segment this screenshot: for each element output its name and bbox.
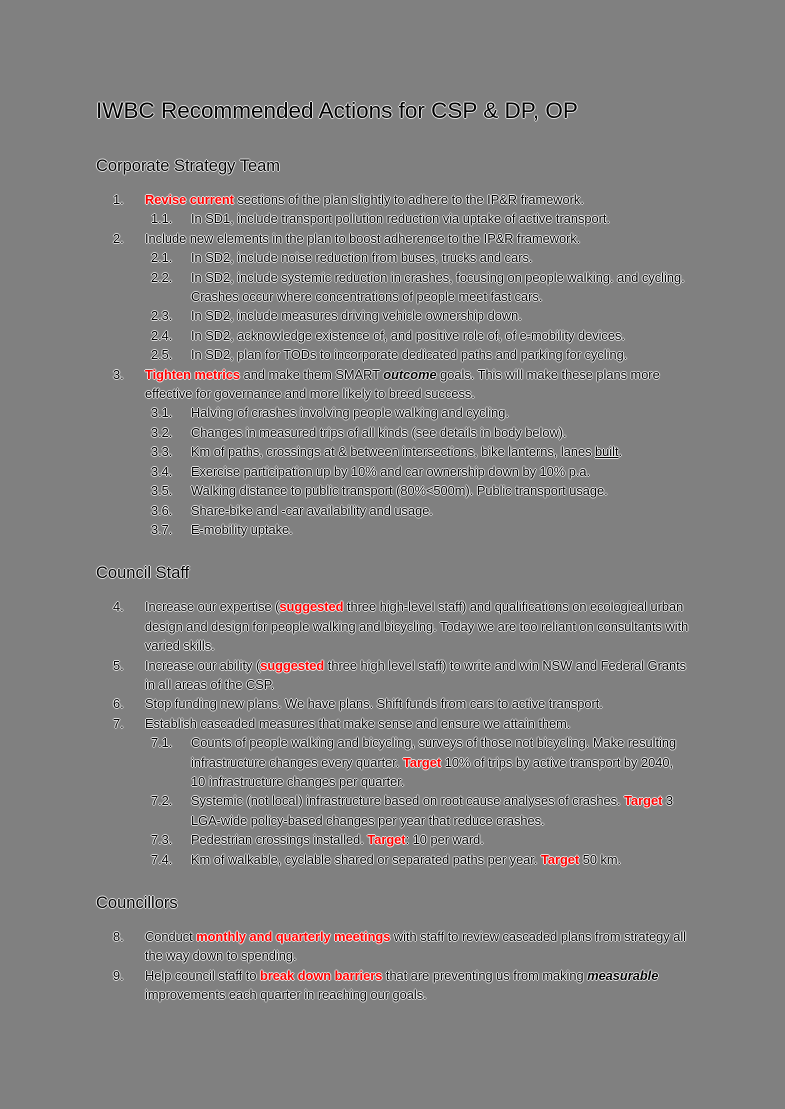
list-item <box>96 791 689 830</box>
list-item-text <box>191 793 673 827</box>
emphasized-text: outcome <box>383 366 437 382</box>
emphasized-text: Target <box>402 754 442 770</box>
list-item-number: 3.2. <box>151 424 173 440</box>
list-item <box>96 365 689 404</box>
list-item <box>96 966 689 1005</box>
list-item-text <box>191 522 293 537</box>
section <box>96 563 689 869</box>
emphasized-text: break down barriers <box>260 967 383 983</box>
list-item <box>96 209 689 228</box>
list-item-text <box>191 852 621 867</box>
list-item-text <box>191 250 532 265</box>
plain-text: Pedestrian crossings installed. <box>191 832 368 848</box>
list-item-number: 2.3. <box>151 308 173 324</box>
plain-text: In SD1, include transport pollution reduction via uptake of active transport. <box>191 211 610 227</box>
plain-text: and make them SMART <box>240 366 384 382</box>
list-item-text <box>145 367 660 401</box>
plain-text: Stop funding new plans. We have plans. Shift funds from cars to active transport. <box>145 696 603 712</box>
list-item-number: 3.1. <box>151 405 173 421</box>
list-item-text <box>191 270 685 304</box>
plain-text: goals. This will make these plans more effective for governance and more likely to breed success. <box>145 366 660 402</box>
section-heading: Corporate Strategy Team <box>96 157 281 175</box>
plain-text: Walking distance to public transport (80%<500m). Public transport usage. <box>191 483 608 499</box>
list-item-number: 4. <box>113 599 124 615</box>
plain-text: In SD2, plan for TODs to incorporate dedicated paths and parking for cycling. <box>191 347 628 363</box>
list-item <box>96 403 689 422</box>
list-item-number: 2.4. <box>151 327 173 343</box>
numbered-list <box>96 190 689 539</box>
plain-text: with staff to review cascaded plans from strategy all the way down to spending. <box>145 929 687 964</box>
list-item-text <box>191 735 676 789</box>
list-item-number: 7. <box>113 715 124 731</box>
plain-text: 10% of trips by active transport by 2040, 10 infrastructure changes per quarter. <box>191 754 674 789</box>
list-item-number: 2.1. <box>151 250 173 266</box>
list-item-number: 3.5. <box>151 483 173 499</box>
list-item-text <box>191 483 608 498</box>
list-item-text <box>191 464 590 479</box>
section-heading: Council Staff <box>96 564 190 583</box>
list-item-text <box>191 503 433 518</box>
list-item-number: 7.1. <box>151 735 173 751</box>
emphasized-text: measurable <box>587 967 659 983</box>
list-item <box>96 850 689 869</box>
plain-text: Km of paths, crossings at & between intersections, bike lanterns, lanes <box>191 444 596 460</box>
emphasized-text: Target <box>540 851 580 867</box>
list-item-number: 3.3. <box>151 444 173 460</box>
plain-text: three high-level staff) and qualifications on ecological urban design and design for people walking and bicycling. Today we are too reliant on consultants with varied skills. <box>145 599 689 654</box>
document-body <box>96 156 689 1005</box>
list-item-text <box>145 192 584 207</box>
list-item <box>96 733 689 791</box>
list-item-number: 6. <box>113 696 124 712</box>
list-item <box>96 306 689 325</box>
plain-text: Share-bike and -car availability and usage. <box>191 502 433 518</box>
numbered-list <box>96 597 689 869</box>
list-item-number: 3.6. <box>151 502 173 518</box>
list-item-text <box>145 929 686 963</box>
emphasized-text: Target <box>367 832 406 848</box>
emphasized-text: suggested <box>260 657 325 673</box>
list-item <box>96 326 689 345</box>
plain-text: In SD2, include systemic reduction in crashes, focusing on people walking. and cycling. Crashes occur where concentrations of people meet fast cars. <box>191 269 685 305</box>
plain-text: Halving of crashes involving people walking and cycling. <box>191 405 509 421</box>
list-item-number: 3.7. <box>151 521 173 537</box>
plain-text: 3 LGA-wide policy-based changes per year that reduce crashes. <box>191 793 674 828</box>
list-item-text <box>145 599 688 653</box>
plain-text: E-mobility uptake. <box>191 521 293 537</box>
list-item <box>96 442 689 461</box>
list-item <box>96 501 689 520</box>
list-item-number: 2. <box>113 230 124 246</box>
emphasized-text: built <box>595 444 619 460</box>
plain-text: In SD2, include measures driving vehicle ownership down. <box>191 308 522 324</box>
list-item <box>96 830 689 849</box>
list-item-number: 7.4. <box>151 851 173 867</box>
plain-text: Increase our ability ( <box>145 657 261 673</box>
plain-text: that are preventing us from making <box>382 967 588 983</box>
plain-text: Increase our expertise ( <box>145 599 280 615</box>
list-item <box>96 462 689 481</box>
list-item <box>96 694 689 713</box>
plain-text: Exercise participation up by 10% and car ownership down by 10% p.a. <box>191 463 591 479</box>
section <box>96 156 689 539</box>
plain-text: Include new elements in the plan to boost adherence to the IP&R framework. <box>145 230 581 246</box>
plain-text: Establish cascaded measures that make sense and ensure we attain them. <box>145 715 571 731</box>
list-item-number: 7.3. <box>151 832 173 848</box>
emphasized-text: monthly and quarterly meetings <box>196 929 391 944</box>
plain-text: Counts of people walking and bicycling, surveys of those not bicycling. Make resulting infrastructure changes every quarter. <box>191 735 677 770</box>
plain-text: improvements each quarter in reaching our goals. <box>145 987 427 1003</box>
list-item-text <box>191 347 627 362</box>
plain-text: Changes in measured trips of all kinds (see details in body below). <box>191 424 567 440</box>
list-item-text <box>191 832 484 847</box>
list-item-number: 1. <box>113 192 124 207</box>
emphasized-text: Tighten metrics <box>145 366 241 382</box>
plain-text: Systemic (not local) infrastructure based on root cause analyses of crashes. <box>191 793 625 809</box>
list-item-number: 9. <box>113 967 124 983</box>
list-item <box>96 927 689 966</box>
list-item <box>96 190 689 209</box>
list-item <box>96 248 689 267</box>
list-item <box>96 597 689 655</box>
emphasized-text: suggested <box>279 599 344 615</box>
list-item-text <box>191 425 567 440</box>
list-item <box>96 714 689 733</box>
numbered-list <box>96 927 689 1005</box>
list-item-number: 7.2. <box>151 793 173 809</box>
plain-text: : 10 per ward. <box>405 832 484 848</box>
emphasized-text: Target <box>624 793 663 809</box>
list-item <box>96 345 689 364</box>
list-item-number: 2.5. <box>151 347 173 363</box>
list-item-text <box>145 658 686 692</box>
list-item-text <box>145 716 570 731</box>
plain-text: Km of walkable, cyclable shared or separated paths per year. <box>191 851 541 867</box>
plain-text: Conduct <box>145 929 197 944</box>
list-item-number: 3. <box>113 366 124 382</box>
list-item-text <box>145 696 603 711</box>
plain-text: In SD2, acknowledge existence of, and positive role of, of e-mobility devices. <box>191 327 625 343</box>
list-item <box>96 481 689 500</box>
section <box>96 893 689 1005</box>
list-item-number: 8. <box>113 929 124 944</box>
plain-text: . <box>618 444 623 460</box>
list-item <box>96 423 689 442</box>
plain-text: sections of the plan slightly to adhere to the IP&R framework. <box>233 192 584 207</box>
list-item-text <box>191 308 522 323</box>
plain-text: Help council staff to <box>145 967 260 983</box>
list-item-text <box>191 444 622 459</box>
list-item-text <box>145 231 580 246</box>
list-item-number: 2.2. <box>151 269 173 285</box>
list-item <box>96 656 689 695</box>
list-item-number: 5. <box>113 657 124 673</box>
emphasized-text: Revise current <box>145 192 234 207</box>
list-item-text <box>145 968 658 1002</box>
list-item-text <box>191 328 625 343</box>
plain-text: 50 km. <box>579 851 622 867</box>
list-item-number: 3.4. <box>151 463 173 479</box>
plain-text: three high level staff) to write and win NSW and Federal Grants in all areas of the CSP. <box>145 657 687 692</box>
list-item <box>96 268 689 307</box>
list-item-text <box>191 211 610 226</box>
list-item-number: 1.1. <box>151 211 173 227</box>
plain-text: In SD2, include noise reduction from buses, trucks and cars. <box>191 250 533 266</box>
document-title: IWBC Recommended Actions for CSP & DP, OP <box>96 98 578 123</box>
list-item-text <box>191 405 509 420</box>
list-item <box>96 520 689 539</box>
section-heading: Councillors <box>96 894 178 912</box>
list-item <box>96 229 689 248</box>
